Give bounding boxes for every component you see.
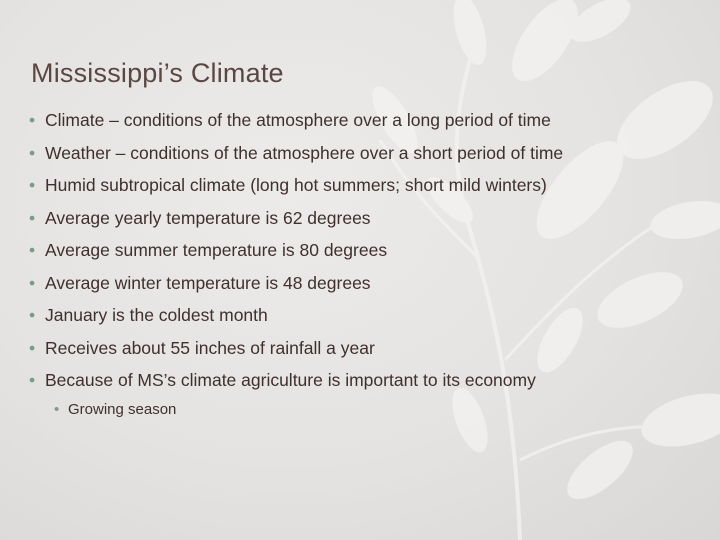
bullet-text: January is the coldest month <box>45 305 268 325</box>
bullet-icon: • <box>29 110 36 130</box>
sub-bullet-text: Growing season <box>68 400 177 418</box>
bullet-text: Weather – conditions of the atmosphere over a short period of time <box>45 142 564 163</box>
bullet-icon: • <box>29 175 36 195</box>
bullet-item <box>29 234 709 267</box>
bullet-text: Receives about 55 inches of rainfall a year <box>45 337 375 358</box>
sub-bullet-item <box>29 397 709 423</box>
bullet-icon: • <box>29 337 36 358</box>
bullet-item <box>29 267 709 300</box>
bullet-icon: • <box>29 272 36 293</box>
bullet-item <box>29 104 709 137</box>
bullet-icon: • <box>29 207 36 228</box>
bullet-icon: • <box>29 142 36 163</box>
bullet-item <box>29 299 709 332</box>
bullet-item <box>29 202 709 235</box>
bullet-item <box>29 332 709 365</box>
bullet-icon: • <box>29 305 36 325</box>
bullet-icon: • <box>29 240 36 260</box>
bullet-text: Humid subtropical climate (long hot summers; short mild winters) <box>45 175 547 195</box>
bullet-list <box>29 104 709 423</box>
bullet-item <box>29 169 709 202</box>
bullet-text: Average yearly temperature is 62 degrees <box>45 207 371 228</box>
sub-bullet-icon: • <box>54 400 60 418</box>
bullet-text: Because of MS’s climate agriculture is important to its economy <box>45 370 536 390</box>
bullet-item <box>29 364 709 397</box>
bullet-icon: • <box>29 370 36 390</box>
bullet-text: Climate – conditions of the atmosphere over a long period of time <box>45 110 551 130</box>
slide-title: Mississippi’s Climate <box>31 58 284 88</box>
bullet-text: Average summer temperature is 80 degrees <box>45 240 388 260</box>
bullet-item <box>29 137 709 170</box>
bullet-text: Average winter temperature is 48 degrees <box>45 272 371 293</box>
